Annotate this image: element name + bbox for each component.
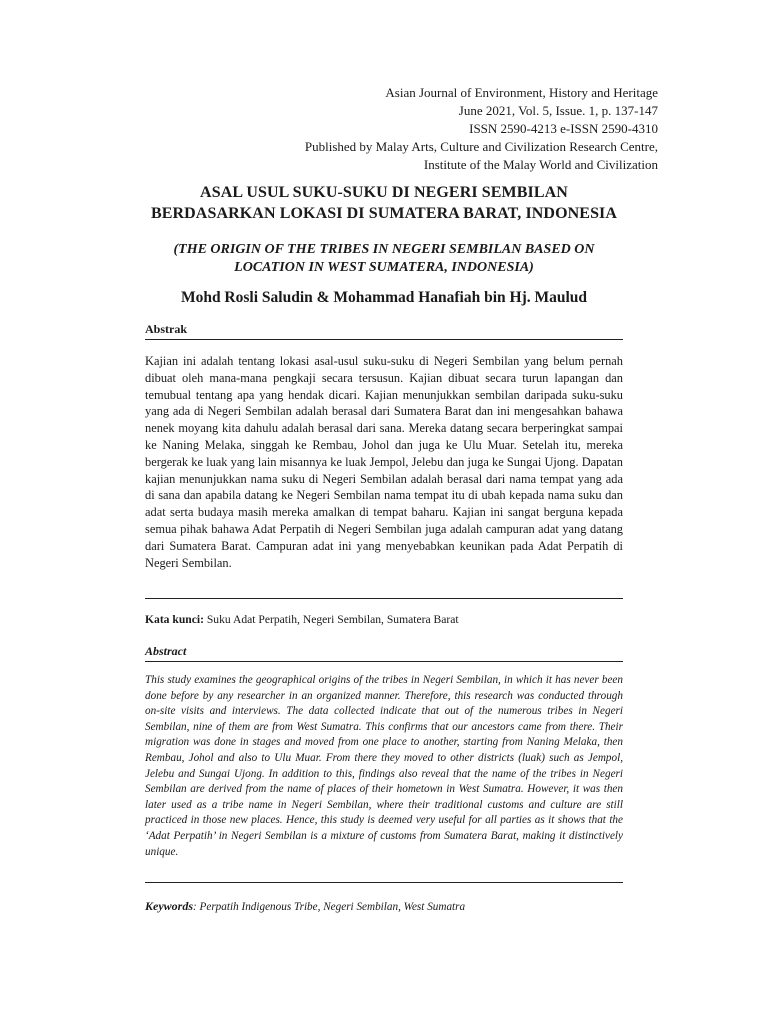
abstrak-heading: Abstrak	[145, 322, 188, 336]
kata-kunci-label: Kata kunci:	[145, 613, 204, 626]
keywords-value: : Perpatih Indigenous Tribe, Negeri Sembilan, West Sumatra	[193, 901, 466, 913]
divider	[145, 598, 623, 599]
keywords-label: Keywords	[145, 899, 193, 913]
authors: Mohd Rosli Saludin & Mohammad Hanafiah bin Hj. Maulud	[180, 289, 588, 306]
keywords	[145, 899, 623, 914]
journal-header	[238, 84, 658, 174]
abstrak-text: Kajian ini adalah tentang lokasi asal-usul suku-suku di Negeri Sembilan yang belum pernah dibuat oleh mana-mana pengkaji secara tersusun. Kajian dibuat secara turun lapangan dan temubual tentang apa yang hendak dicari. Kajian menunjukkan sembilan daripada suku-suku yang ada di Negeri Sembilan adalah berasal dari Sumatera Barat dan ini mengesahkan bahawa nenek moyang kita dahulu adalah berasal dari sana. Mereka datang secara berperingkat sampai ke Naning Melaka, singgah ke Rembau, Johol dan juga ke Ulu Muar. Setelah itu, mereka bergerak ke luak yang lain misannya ke luak Jempol, Jelebu dan juga ke Sungai Ujong. Dapatan kajian menunjukkan nama suku di Negeri Sembilan adalah berasal dari nama tempat yang ada di sana dan apabila datang ke Negeri Sembilan nama tempat itu di ubah kepada nama suku dan adat serta budaya masih mereka amalkan di tempat baharu. Kajian ini sangat berguna kepada semua pihak bahawa Adat Perpatih di Negeri Sembilan juga adalah campuran adat yang datang dari Sumatera Barat. Campuran adat ini yang menyebabkan keunikan pada Adat Perpatih di Negeri Sembilan.	[145, 354, 623, 570]
publisher-info: Published by Malay Arts, Culture and Civilization Research Centre,	[304, 139, 658, 154]
kata-kunci	[145, 613, 623, 626]
paper-title	[100, 182, 668, 224]
issn-info: ISSN 2590-4213 e-ISSN 2590-4310	[469, 121, 658, 136]
divider	[145, 882, 623, 883]
title-line-1: ASAL USUL SUKU-SUKU DI NEGERI SEMBILAN	[200, 184, 568, 201]
divider	[145, 661, 623, 662]
abstract-heading: Abstract	[145, 644, 187, 658]
paper-subtitle	[100, 241, 668, 277]
abstract-text: This study examines the geographical origins of the tribes in Negeri Sembilan, in which it has never been done before by any researcher in an organized manner. Therefore, this research was conducted through on-site visits and interviews. The data collected indicate that out of the numerous tribes in Negeri Sembilan, nine of them are from West Sumatra. This confirms that our ancestors came from there. Their migration was done in stages and moved from one place to another, starting from Naning Melaka, then Rembau, Johol and also to Ulu Muar. From there they moved to other districts (luak) such as Jempol, Jelebu and Sungai Ujong. In addition to this, findings also reveal that the name of the tribes in Negeri Sembilan are derived from the name of places of their hometown in West Sumatra. However, it was then later used as a tribe name in Negeri Sembilan, where their traditional customs and culture are still practiced in those new places. Hence, this study is deemed very useful for all parties as it shows that the ‘Adat Perpatih’ in Negeri Sembilan is a mixture of customs from Sumatera Barat, making it distinctively unique.	[145, 674, 623, 858]
title-line-2: BERDASARKAN LOKASI DI SUMATERA BARAT, INDONESIA	[150, 205, 618, 222]
subtitle-line-2: LOCATION IN WEST SUMATERA, INDONESIA)	[234, 260, 534, 275]
issue-info: June 2021, Vol. 5, Issue. 1, p. 137-147	[458, 103, 658, 118]
institute-info: Institute of the Malay World and Civilization	[423, 157, 658, 172]
kata-kunci-value: Suku Adat Perpatih, Negeri Sembilan, Sumatera Barat	[206, 613, 459, 626]
journal-name: Asian Journal of Environment, History and Heritage	[385, 85, 658, 100]
divider	[145, 339, 623, 340]
subtitle-line-1: (THE ORIGIN OF THE TRIBES IN NEGERI SEMBILAN BASED ON	[173, 242, 595, 257]
